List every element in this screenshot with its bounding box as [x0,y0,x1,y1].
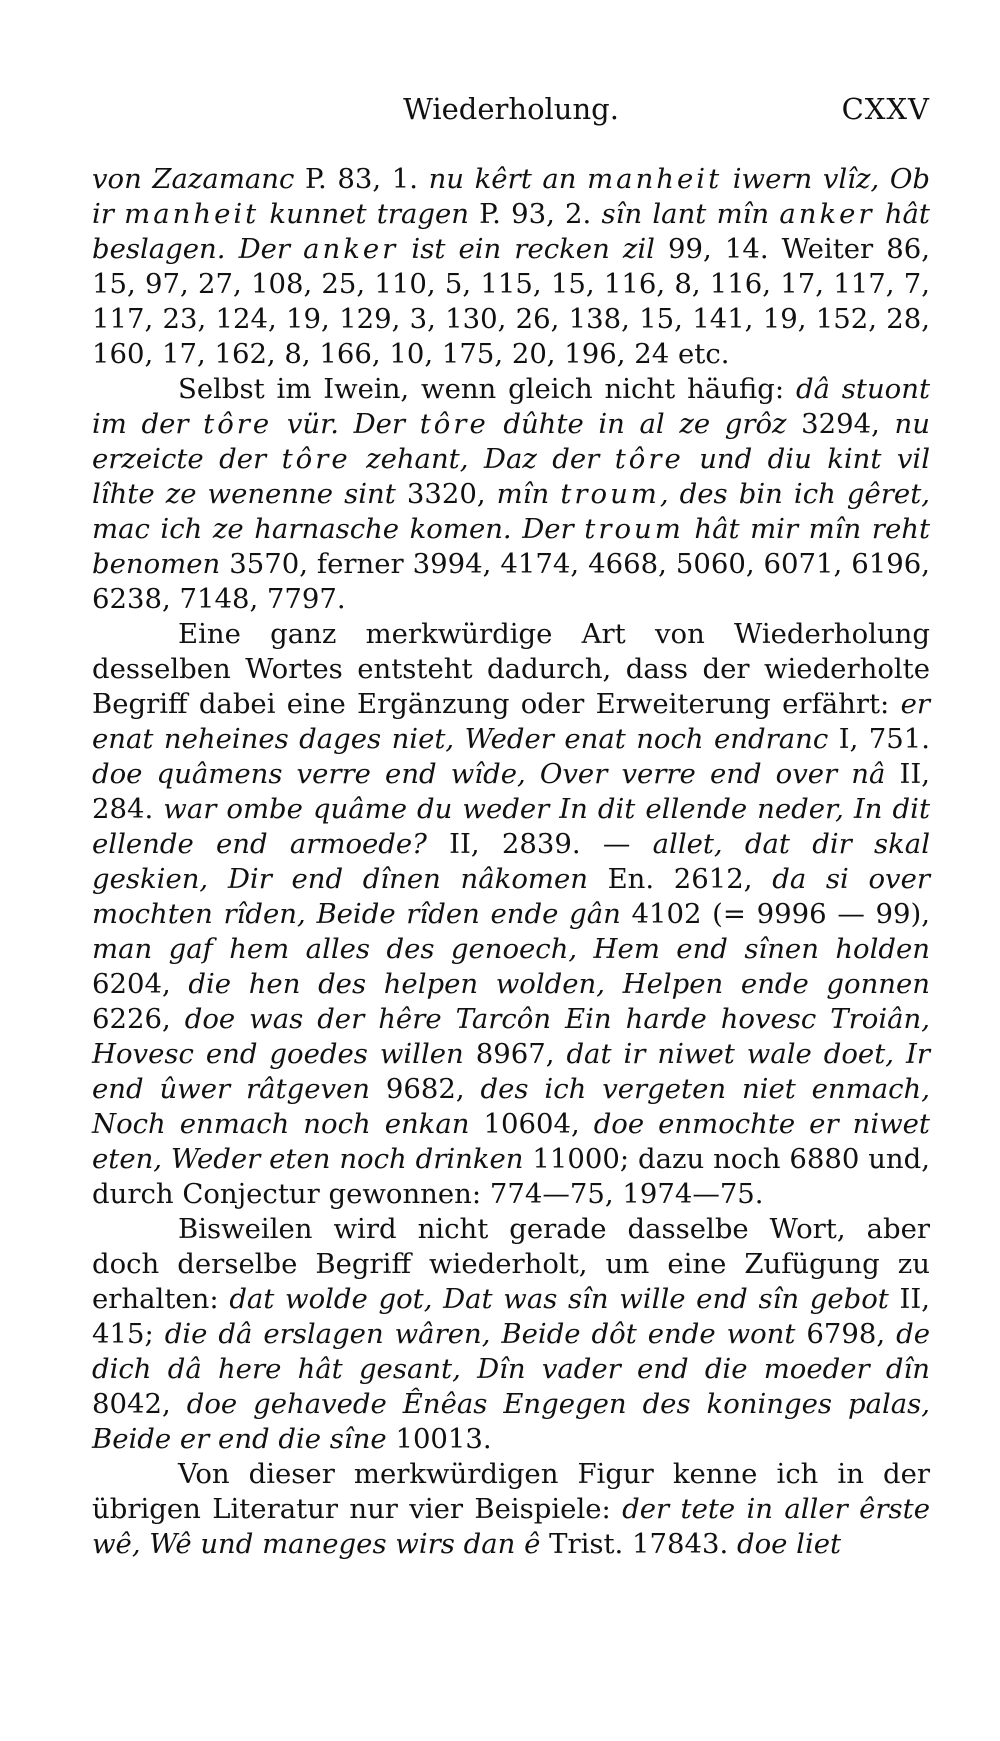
quotation-text: doe liet [737,1528,842,1560]
quotation-text: allet, dat dir skal geskien, Dir end dînen nâkomen [92,828,930,895]
body-text-segment: 8967, [463,1038,567,1070]
quotation-text: dûhte in al ze grôz [488,408,787,440]
body-text-segment: 3570, ferner 3994, 4174, 4668, 5060, 6071, 6196, 6238, 7148, 7797. [92,548,930,615]
paragraph [92,617,930,1212]
body-text-segment: Von dieser merkwürdigen Figur kenne ich in der übrigen Literatur nur vier Beispiele: [92,1458,930,1525]
body-text-segment: I, 751. [828,723,930,755]
quotation-text: die dâ erslagen wâren, Beide dôt ende wont [164,1318,796,1350]
paragraph [92,162,930,372]
quotation-text: doe enmochte er niwet eten, Weder eten noch drinken [92,1108,930,1175]
quotation-text: zehant, Daz der [350,443,615,475]
body-text-segment: Trist. 17843. [540,1528,737,1560]
running-title: Wiederholung. [403,92,619,126]
quotation-text: kunnet tragen [259,198,469,230]
quotation-text: doe gehavede Ênêas Engegen des koninges palas, Beide er end die sîne [92,1388,931,1455]
quotation-text: da si over mochten rîden, Beide rîden ende gân [92,863,930,930]
body-text-segment: 99, 14. Weiter 86, 15, 97, 27, 108, 25, 110, 5, 115, 15, 116, 8, 116, 17, 117, 7, 117, 23, 124, 19, 129, 3, 130, 26, 138, 15, 141, 19, 152, 28, 160, 17, 162, 8, 166, 10, 175, 20, 196, 24 etc. [92,233,931,370]
paragraph [92,372,930,617]
body-text-segment: 3320, [395,478,497,510]
body-text-segment: II, 415; [92,1283,930,1350]
quotation-text: manheit [587,163,723,195]
quotation-text: von Zazamanc [92,163,295,195]
body-text-segment: P. 93, 2. [468,198,602,230]
quotation-text: troum [584,513,684,545]
quotation-text: , des bin ich gêret, mac ich ze harnasche komen. Der [92,478,930,545]
quotation-text: man gaf hem alles des genoech, Hem end sînen holden [92,933,930,965]
quotation-text: dâ stuont im der [92,373,930,440]
body-text-segment: 10604, [469,1108,594,1140]
quotation-text: mîn [496,478,561,510]
quotation-text: tôre [203,408,273,440]
body-text-segment: Selbst im Iwein, wenn gleich nicht häufig: [178,373,796,405]
quotation-text: des ich vergeten niet enmach, Noch enmach noch enkan [92,1073,930,1140]
quotation-text: vür. Der [272,408,420,440]
body-text-segment: 3294, [786,408,895,440]
quotation-text: der tete in aller êrste wê, Wê und maneges wirs dan ê [92,1493,930,1560]
paragraph [92,1212,930,1457]
quotation-text: hât beslagen. Der [92,198,930,265]
body-text-segment: 9682, [370,1073,481,1105]
quotation-text: doe was der hêre Tarcôn Ein harde hovesc Troiân, Hovesc end goedes willen [92,1003,930,1070]
body-text-segment: Eine ganz merkwürdige Art von Wiederholung desselben Wortes entsteht dadurch, dass der wiederholte Begriff dabei eine Ergänzung oder Erweiterung erfährt: [92,618,930,720]
body-text-segment: 11000; dazu noch 6880 und, durch Conjectur gewonnen: 774—75, 1974—75. [92,1143,930,1210]
quotation-text: ist ein recken zil [398,233,655,265]
quotation-text: er enat neheines dages niet, Weder enat noch endranc [92,688,930,755]
body-text-segment: Bisweilen wird nicht gerade dasselbe Wort, aber doch derselbe Begriff wiederholt, um eine Zufügung zu erhalten: [92,1213,930,1315]
body-text-segment: 8042, [92,1388,187,1420]
running-header [92,92,930,132]
quotation-text: tôre [419,408,489,440]
quotation-text: sîn lant mîn [601,198,780,230]
body-text-segment: 6204, [92,968,189,1000]
quotation-text: dat wolde got, Dat was sîn wille end sîn gebot [229,1283,889,1315]
body-text [92,162,930,1562]
paragraph [92,1457,930,1562]
quotation-text: iwern vlîz, Ob ir [92,163,930,230]
quotation-text: anker [303,233,399,265]
quotation-text: troum [560,478,660,510]
body-text-segment: 6226, [92,1003,185,1035]
quotation-text: die hen des helpen wolden, Helpen ende gonnen [188,968,931,1000]
page-number: CXXV [841,92,930,126]
quotation-text: manheit [124,198,260,230]
quotation-text: und diu kint vil lîhte ze wenenne sint [92,443,931,510]
body-text-segment: II, 2839. — [426,828,653,860]
body-text-segment: II, 284. [92,758,930,825]
quotation-text: anker [779,198,875,230]
body-text-segment: 4102 (= 9996 — 99), [620,898,930,930]
quotation-text: nu kêrt an [428,163,588,195]
quotation-text: hât mir mîn reht benomen [92,513,930,580]
body-text-segment: 6798, [795,1318,897,1350]
body-text-segment: En. 2612, [587,863,773,895]
quotation-text: tôre [281,443,351,475]
quotation-text: war ombe quâme du weder In dit ellende neder, In dit ellende end armoede? [92,793,930,860]
quotation-text: de dich dâ here hât gesant, Dîn vader end die moeder dîn [92,1318,931,1385]
body-text-segment: P. 83, 1. [294,163,429,195]
quotation-text: dat ir niwet wale doet, Ir end ûwer râtgeven [92,1038,930,1105]
quotation-text: doe quâmens verre end wîde, Over verre end over nâ [92,758,886,790]
quotation-text: tôre [614,443,684,475]
quotation-text: nu erzeicte der [92,408,930,475]
body-text-segment: 10013. [386,1423,492,1455]
